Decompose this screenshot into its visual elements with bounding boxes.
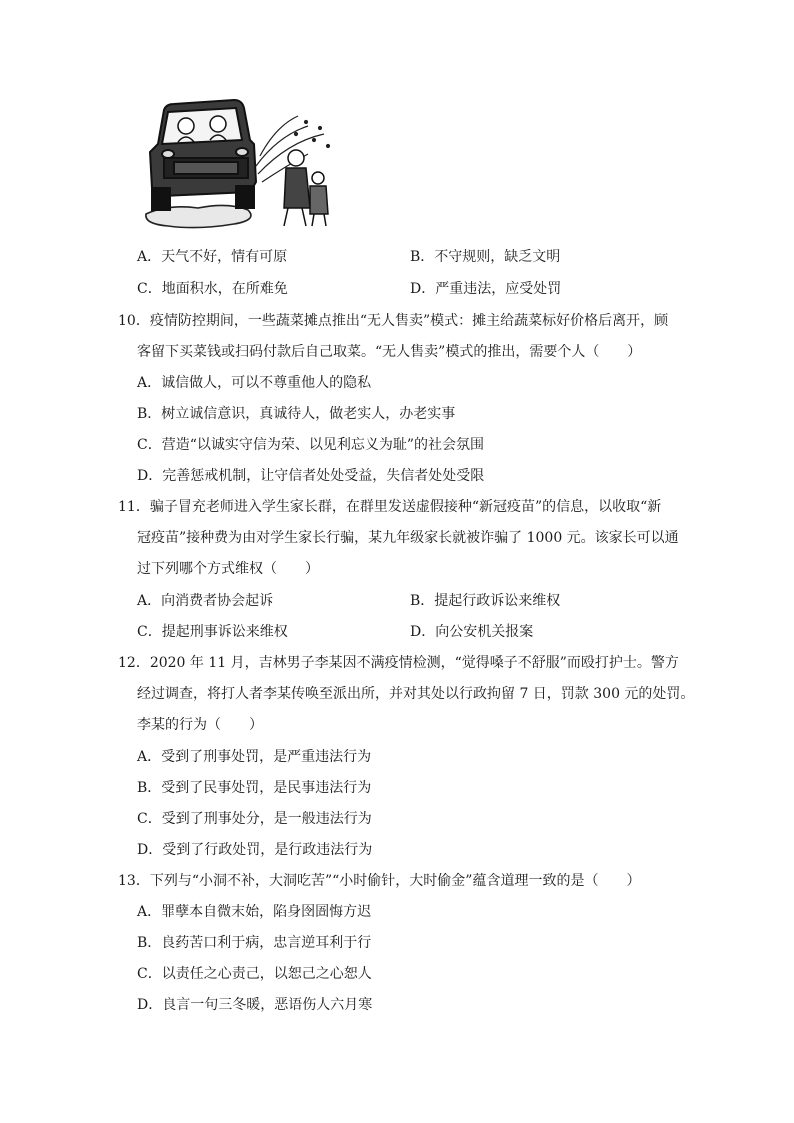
q11-option-b: B．提起行政诉讼来维权 [410, 593, 561, 609]
pedestrians [284, 150, 328, 226]
q11-option-c: C．提起刑事诉讼来维权 [137, 624, 288, 640]
q11-stem-line-1: 11．骗子冒充老师进入学生家长群，在群里发送虚假接种“新冠疫苗”的信息，以收取“新 [118, 499, 662, 515]
q9-option-c: C．地面积水，在所难免 [137, 281, 288, 297]
q13-option-b: B．良药苦口利于病，忠言逆耳利于行 [137, 935, 372, 951]
q11-option-a: A．向消费者协会起诉 [137, 593, 274, 609]
q10-option-c: C．营造“以诚实守信为荣、以见利忘义为耻”的社会氛围 [137, 437, 485, 453]
car [150, 100, 256, 210]
q11-stem-line-2: 冠疫苗”接种费为由对学生家长行骗，某九年级家长就被诈骗了 1000 元。该家长可以通 [137, 530, 679, 546]
q12-stem-line-1: 12．2020 年 11 月，吉林男子李某因不满疫情检测，“觉得嗓子不舒服”而殴打护士。警方 [118, 655, 679, 671]
q9-option-b: B．不守规则，缺乏文明 [410, 249, 561, 265]
q13-option-c: C．以责任之心责己，以恕己之心恕人 [137, 966, 372, 982]
q12-stem-line-3: 李某的行为（ ） [137, 717, 263, 733]
q9-option-d: D．严重违法，应受处罚 [410, 281, 562, 297]
q13-option-a: A．罪孽本自微末始，陷身囹圄悔方迟 [137, 904, 372, 920]
q10-option-d: D．完善惩戒机制，让守信者处处受益，失信者处处受限 [137, 468, 485, 484]
q10-option-b: B．树立诚信意识，真诚待人，做老实人，办老实事 [137, 406, 456, 422]
q10-stem-line-2: 客留下买菜钱或扫码付款后自己取菜。“无人售卖”模式的推出，需要个人（ ） [137, 344, 642, 360]
q12-option-d: D．受到了行政处罚，是行政违法行为 [137, 842, 373, 858]
q11-stem-line-3: 过下列哪个方式维权（ ） [137, 561, 319, 577]
q12-option-a: A．受到了刑事处罚，是严重违法行为 [137, 749, 372, 765]
q13-stem-line-1: 13．下列与“小洞不补，大洞吃苦”“小时偷针，大时偷金”蕴含道理一致的是（ ） [118, 873, 641, 889]
q12-stem-line-2: 经过调查，将打人者李某传唤至派出所，并对其处以行政拘留 7 日，罚款 300 元的处罚。 [137, 686, 695, 702]
q12-option-b: B．受到了民事处罚，是民事违法行为 [137, 780, 372, 796]
q11-option-d: D．向公安机关报案 [410, 624, 534, 640]
q9-option-a: A．天气不好，情有可原 [137, 249, 288, 265]
q13-option-d: D．良言一句三冬暖，恶语伤人六月寒 [137, 997, 373, 1013]
q10-option-a: A．诚信做人，可以不尊重他人的隐私 [137, 375, 372, 391]
car-splash-illustration [138, 96, 338, 232]
q10-stem-line-1: 10．疫情防控期间，一些蔬菜摊点推出“无人售卖”模式：摊主给蔬菜标好价格后离开，顾 [118, 313, 669, 329]
q12-option-c: C．受到了刑事处分，是一般违法行为 [137, 811, 372, 827]
